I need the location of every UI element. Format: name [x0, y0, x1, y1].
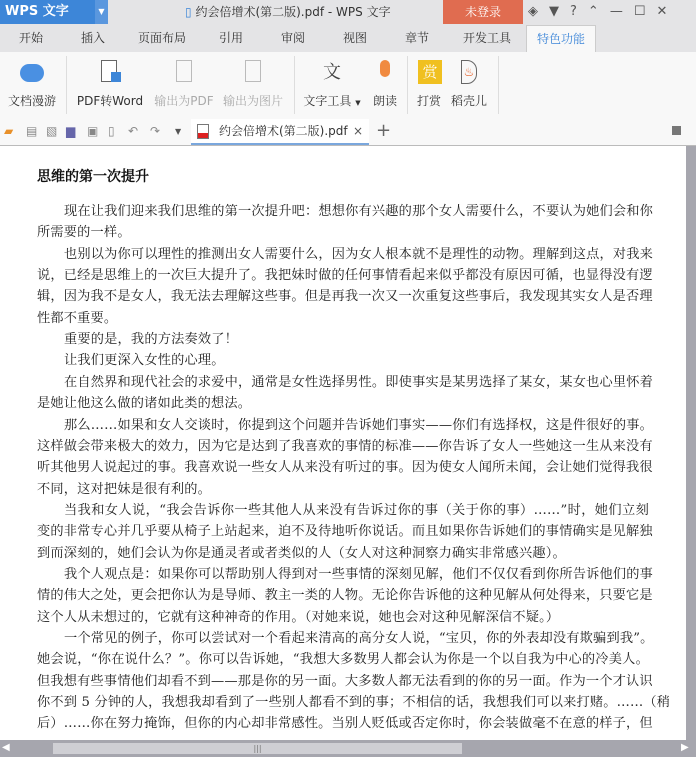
text-line: 说，已经是思维上的一次巨大提升了。我把妹时做的任何事情看起来似乎都没有原因可循，也显得没有逻	[37, 268, 653, 284]
help-icon[interactable]: ?	[570, 4, 577, 19]
tab-references[interactable]: 引用	[218, 31, 243, 45]
skin-icon[interactable]: ◈	[528, 4, 538, 19]
login-button[interactable]: 未登录	[443, 0, 523, 24]
find-icon[interactable]: ▯	[108, 124, 115, 138]
close-icon[interactable]: ✕	[656, 4, 668, 19]
text-line: 现在让我们迎来我们思维的第一次提升吧：想想你有兴趣的那个女人需要什么，不要认为她们会和你	[64, 204, 654, 219]
save-icon[interactable]: ▤	[26, 124, 38, 138]
maximize-icon[interactable]: ☐	[633, 4, 646, 19]
redo-icon[interactable]: ↷	[150, 124, 161, 138]
document-tab[interactable]	[191, 119, 369, 145]
undo-icon[interactable]: ↶	[128, 124, 139, 138]
document-tab-label: 约会倍增术(第二版).pdf	[219, 124, 348, 138]
scroll-left-icon[interactable]: ◀	[2, 742, 10, 753]
tab-developer[interactable]: 开发工具	[462, 31, 511, 45]
docer-label: 稻壳儿	[450, 94, 487, 108]
window-title	[185, 0, 391, 24]
tab-page-layout[interactable]: 页面布局	[137, 31, 186, 45]
reward-icon: 赏	[416, 58, 442, 86]
text-line: 是她让他这么做的诸如此类的想法。	[37, 396, 252, 412]
export-image-button[interactable]	[220, 58, 286, 109]
ribbon	[0, 52, 696, 117]
export-icon[interactable]: ▧	[46, 124, 58, 138]
text-line: 听其他男人说起过的事。我喜欢说一些女人从来没有听过的事。因为使女人闻所未闻，会让她们觉得我很	[37, 460, 653, 476]
shirt-icon[interactable]: ▼	[549, 4, 559, 19]
tab-insert[interactable]: 插入	[80, 31, 105, 45]
document-page	[0, 146, 686, 740]
tab-home[interactable]: 开始	[18, 31, 43, 45]
pdf-to-word-icon	[97, 58, 123, 86]
vertical-scrollbar[interactable]	[686, 146, 696, 740]
text-line: 到而深刻的，她们会认为你是通灵者或者类似的人（女人对这种洞察力确实非常感兴趣）。	[37, 545, 566, 561]
print-icon[interactable]: ▆	[66, 124, 76, 138]
tab-view[interactable]: 视图	[342, 31, 367, 45]
text-line: 这样做会带来极大的效力，因为它是达到了我喜欢的事情的标准——你告诉了女人一些她这一生从来没有	[37, 438, 653, 454]
pdf-to-word-button[interactable]	[74, 58, 146, 109]
chevron-down-icon[interactable]: ▼	[95, 0, 108, 24]
tab-special-features[interactable]: 特色功能	[526, 25, 596, 52]
text-line: 当我和女人说，“我会告诉你一些其他人从来没有告诉过你的事（关于你的事）……”时，她们立刻	[64, 502, 649, 518]
text-line: 一个常见的例子，你可以尝试对一个看起来清高的高分女人说，“宝贝，你的外表却没有欺骗到我”。	[64, 631, 654, 646]
sidebar-toggle-icon[interactable]	[672, 126, 681, 135]
read-aloud-label: 朗读	[372, 94, 397, 108]
export-image-icon	[240, 58, 266, 86]
docer-button[interactable]	[448, 58, 490, 109]
tab-chapter[interactable]: 章节	[404, 31, 429, 45]
text-tools-icon: 文	[323, 62, 341, 83]
export-image-label: 输出为图片	[222, 94, 283, 108]
text-line: 这个人从未想过的，它就有这种神奇的作用。（对她来说，她也会对这种见解深信不疑。）	[37, 609, 560, 625]
text-line: 所需要的一样。	[37, 225, 131, 241]
menu-tabs	[0, 25, 696, 52]
text-line: 她会说，“你在说什么？”。你可以告诉她，“我想大多数男人都会认为你是一个以自我为中心的冷美人。	[37, 652, 649, 668]
microphone-icon	[372, 58, 398, 86]
text-line: 性都不重要。	[37, 310, 118, 326]
text-line: 重要的是，我的方法奏效了！	[64, 332, 239, 348]
print-preview-icon[interactable]: ▣	[87, 124, 99, 138]
section-title: 思维的第一次提升	[37, 169, 149, 185]
text-line: 那么……如果和女人交谈时，你提到这个问题并告诉她们事实——你们有选择权，这是件很好的事。	[64, 417, 654, 433]
pdf-file-icon	[197, 124, 209, 139]
chevron-down-icon[interactable]: ▼	[175, 127, 182, 136]
read-aloud-button[interactable]	[370, 58, 400, 109]
chevron-down-icon: ▼	[355, 99, 361, 107]
separator	[498, 56, 499, 114]
separator	[66, 56, 67, 114]
close-tab-icon[interactable]: ×	[352, 124, 363, 138]
separator	[294, 56, 295, 114]
docer-icon: ♨	[456, 58, 482, 86]
export-pdf-label: 输出为PDF	[154, 94, 214, 108]
horizontal-scroll-thumb[interactable]: |||	[53, 743, 462, 754]
text-line: 在自然界和现代社会的求爱中，通常是女性选择男性。即使事实是某男选择了某女，某女也心里怀着	[64, 374, 654, 390]
minimize-icon[interactable]: —	[609, 4, 623, 19]
text-line: 也别以为你可以理性的推测出女人需要什么，因为女人根本就不是理性的动物。理解到这点，对我来	[64, 246, 654, 262]
export-pdf-icon	[171, 58, 197, 86]
text-line: 我个人观点是：如果你可以帮助别人得到对一些事情的深刻见解，他们不仅仅看到你所告诉他们的事	[64, 566, 654, 582]
text-line: 情的伟大之处，更会把你认为是导师、教主一类的人物。无论你告诉他的这种见解从何处得来，只要它是	[37, 588, 653, 604]
text-line: 但我想有些事情他们却看不到——那是你的另一面。大多数人都无法看到的你的另一面。作为一个才认识	[37, 673, 653, 689]
reward-button[interactable]	[414, 58, 444, 109]
window-title-text: 约会倍增术(第二版).pdf - WPS 文字	[195, 5, 391, 19]
export-pdf-button[interactable]	[152, 58, 216, 109]
title-bar	[0, 0, 696, 25]
doc-roam-button[interactable]	[6, 58, 58, 109]
tab-review[interactable]: 审阅	[280, 31, 305, 45]
pdf-to-word-label: PDF转Word	[76, 94, 144, 108]
text-line: 不同，这对把妹是很有利的。	[37, 481, 212, 497]
doc-roam-label: 文档漫游	[7, 94, 56, 108]
cloud-icon	[19, 58, 45, 86]
text-line: 辑，因为我不是女人，我无法去理解这些事。但是再我一次又一次重复这些事后，我发现其实女人是否理	[37, 289, 653, 305]
text-line: 你不到 5 分钟的人，我想我却看到了一些别人都看不到的事；不相信的话，我想我们可以来打赌。……（稍	[37, 695, 671, 711]
collapse-ribbon-icon[interactable]: ⌃	[587, 4, 599, 19]
text-line: 后）……你在努力掩饰，但你的内心却非常感性。当别人贬低或否定你时，你会装做毫不在意的样子，但	[37, 716, 653, 732]
text-line: 变的非常专心并几乎要从椅子上站起来，迫不及待地听你说话。而且如果你告诉她们的事情确实是见解独	[37, 524, 653, 540]
reward-label: 打赏	[416, 94, 441, 108]
text-tools-label: 文字工具	[303, 94, 352, 108]
text-line: 让我们更深入女性的心理。	[64, 353, 225, 369]
document-icon: ▯	[185, 5, 192, 19]
scroll-right-icon[interactable]: ▶	[681, 742, 689, 753]
separator	[407, 56, 408, 114]
new-tab-icon[interactable]: +	[376, 120, 392, 141]
document-tab-bar	[0, 117, 696, 146]
open-icon[interactable]: ▰	[4, 124, 14, 138]
horizontal-scrollbar[interactable]	[0, 740, 696, 757]
text-tools-button[interactable]	[302, 58, 362, 109]
wps-logo-menu[interactable]: WPS 文字	[0, 0, 95, 24]
